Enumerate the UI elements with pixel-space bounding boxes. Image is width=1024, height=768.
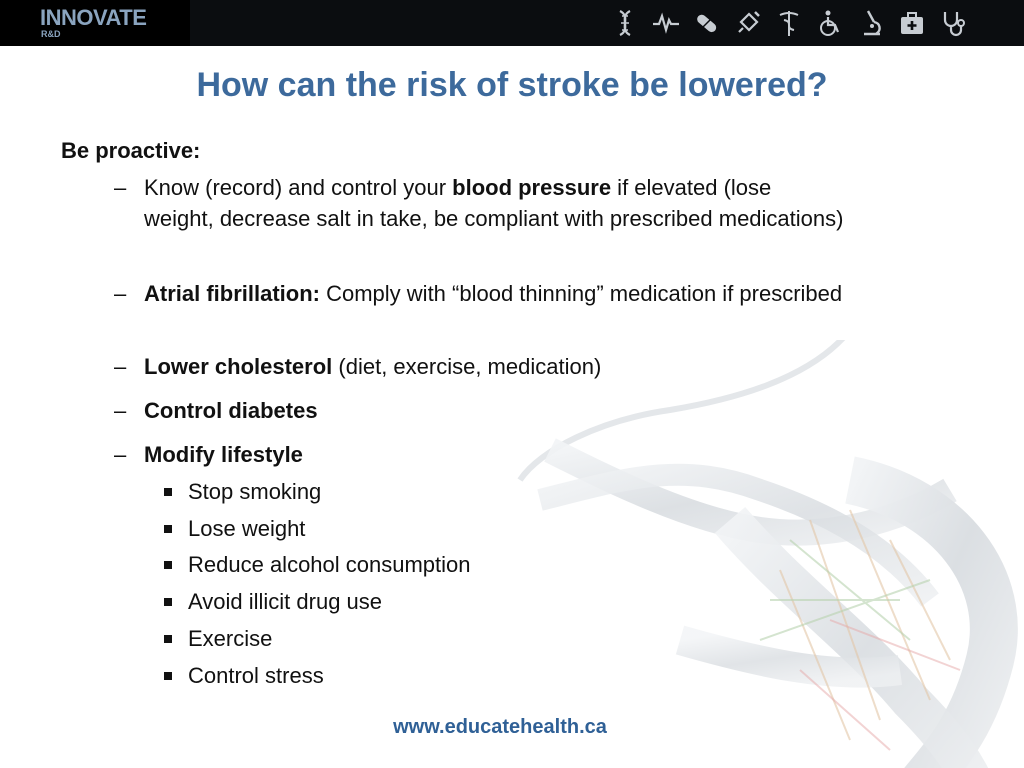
item-bold-text: Control diabetes <box>144 398 318 423</box>
list-item <box>114 172 844 234</box>
sub-list-item <box>188 623 272 654</box>
heartbeat-icon <box>651 8 681 38</box>
sub-list-item <box>188 660 324 691</box>
square-bullet-icon <box>164 598 172 606</box>
stethoscope-icon <box>938 8 968 38</box>
item-bold-text: blood pressure <box>452 175 612 200</box>
dash-marker: – <box>114 354 127 379</box>
item-bold-text: Lower cholesterol <box>144 354 333 379</box>
square-bullet-icon <box>164 561 172 569</box>
sub-list-item <box>188 513 305 544</box>
sub-item-text: Stop smoking <box>188 479 322 504</box>
dna-icon <box>610 8 640 38</box>
caduceus-icon <box>774 8 804 38</box>
dash-marker: – <box>114 175 127 200</box>
sub-item-text: Lose weight <box>188 516 306 541</box>
sub-item-text: Control stress <box>188 663 324 688</box>
list-item <box>114 439 844 470</box>
list-item <box>114 395 844 426</box>
dash-marker: – <box>114 281 127 306</box>
item-text: if elevated (lose weight, decrease salt in take, be compliant with prescribed medications) <box>144 175 844 231</box>
item-bold-text: Atrial fibrillation: <box>144 281 320 306</box>
list-item <box>114 351 844 382</box>
sub-item-text: Exercise <box>188 626 273 651</box>
item-bold-text: Modify lifestyle <box>144 442 303 467</box>
sub-item-text: Avoid illicit drug use <box>188 589 383 614</box>
dash-marker: – <box>114 398 127 423</box>
item-text: Know (record) and control your <box>144 175 453 200</box>
square-bullet-icon <box>164 525 172 533</box>
sub-list-item <box>188 476 321 507</box>
square-bullet-icon <box>164 488 172 496</box>
dash-marker: – <box>114 442 127 467</box>
sub-list-item <box>188 549 471 580</box>
wheelchair-icon <box>815 8 845 38</box>
pill-icon <box>692 8 722 38</box>
header-bar <box>0 0 1024 46</box>
slide-title: How can the risk of stroke be lowered? <box>196 66 828 104</box>
square-bullet-icon <box>164 672 172 680</box>
logo-text: INNOVATE <box>40 5 147 30</box>
logo <box>0 0 190 46</box>
syringe-icon <box>733 8 763 38</box>
item-text: (diet, exercise, medication) <box>332 354 602 379</box>
square-bullet-icon <box>164 635 172 643</box>
list-item <box>114 278 844 309</box>
intro-heading: Be proactive: <box>61 138 201 163</box>
sub-list-item <box>188 586 382 617</box>
header-icons <box>610 0 968 46</box>
first-aid-kit-icon <box>897 8 927 38</box>
footer-url[interactable]: www.educatehealth.ca <box>393 716 607 738</box>
microscope-icon <box>856 8 886 38</box>
sub-item-text: Reduce alcohol consumption <box>188 552 471 577</box>
item-text: Comply with “blood thinning” medication if prescribed <box>320 281 843 306</box>
logo-subtext: R&D <box>41 29 61 39</box>
